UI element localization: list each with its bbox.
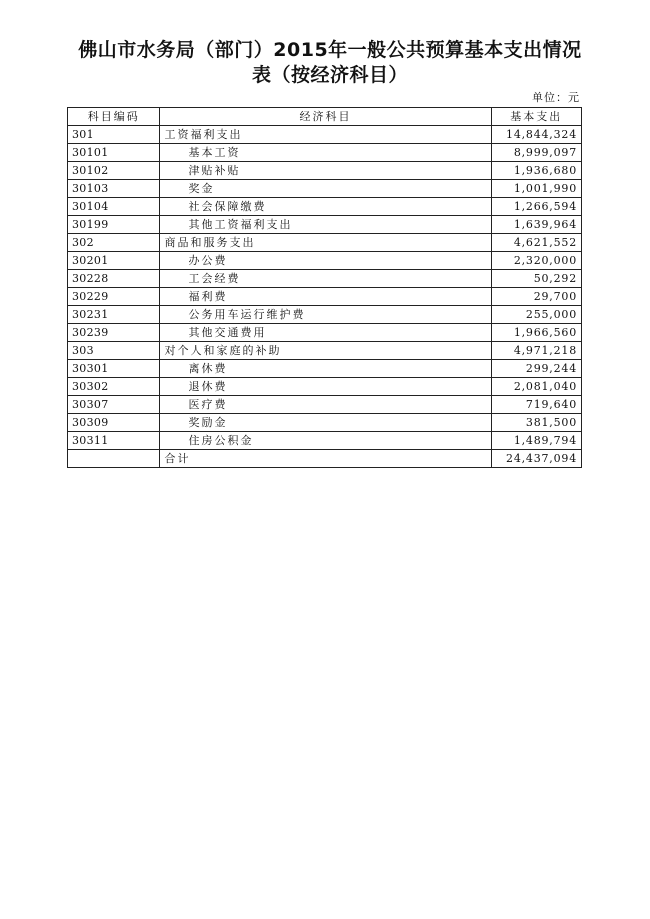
- row-name: 工资福利支出: [160, 126, 491, 144]
- row-name: 离休费: [160, 360, 491, 378]
- table-row: [68, 360, 582, 378]
- row-code: 30103: [68, 180, 160, 198]
- table-row: [68, 180, 582, 198]
- row-name: 对个人和家庭的补助: [160, 342, 491, 360]
- row-amount: 1,266,594: [491, 198, 581, 216]
- row-name: 社会保障缴费: [160, 198, 491, 216]
- page-title: [60, 38, 600, 88]
- row-code: 30309: [68, 414, 160, 432]
- row-amount: 299,244: [491, 360, 581, 378]
- row-amount: 4,971,218: [491, 342, 581, 360]
- row-amount: 1,966,560: [491, 324, 581, 342]
- row-code: 30231: [68, 306, 160, 324]
- row-name: 商品和服务支出: [160, 234, 491, 252]
- total-amount: 24,437,094: [491, 450, 581, 468]
- row-amount: 1,639,964: [491, 216, 581, 234]
- table-header: [68, 108, 582, 126]
- row-code: 30228: [68, 270, 160, 288]
- row-name: 办公费: [160, 252, 491, 270]
- row-code: 301: [68, 126, 160, 144]
- table-row: [68, 324, 582, 342]
- row-code: 30104: [68, 198, 160, 216]
- row-code: 30101: [68, 144, 160, 162]
- row-amount: 4,621,552: [491, 234, 581, 252]
- budget-table: [67, 107, 582, 468]
- row-code: 30311: [68, 432, 160, 450]
- row-amount: 381,500: [491, 414, 581, 432]
- row-amount: 719,640: [491, 396, 581, 414]
- table-row: [68, 144, 582, 162]
- table-row: [68, 378, 582, 396]
- table-row: [68, 432, 582, 450]
- row-name: 福利费: [160, 288, 491, 306]
- row-code: 30201: [68, 252, 160, 270]
- table-row: [68, 252, 582, 270]
- header-amount: 基本支出: [491, 108, 581, 126]
- row-code: 30199: [68, 216, 160, 234]
- row-amount: 14,844,324: [491, 126, 581, 144]
- table-row: [68, 396, 582, 414]
- row-name: 津贴补贴: [160, 162, 491, 180]
- row-name: 奖金: [160, 180, 491, 198]
- row-code: 30302: [68, 378, 160, 396]
- total-row: [68, 450, 582, 468]
- row-name: 工会经费: [160, 270, 491, 288]
- page-title-line-2: 表（按经济科目）: [251, 64, 408, 86]
- row-amount: 8,999,097: [491, 144, 581, 162]
- row-name: 其他交通费用: [160, 324, 491, 342]
- row-name: 奖励金: [160, 414, 491, 432]
- table-row: [68, 414, 582, 432]
- table-row: [68, 216, 582, 234]
- table-row: [68, 198, 582, 216]
- row-code: 30229: [68, 288, 160, 306]
- unit-label: 单位：元: [532, 91, 580, 104]
- row-amount: 1,001,990: [491, 180, 581, 198]
- row-code: 30239: [68, 324, 160, 342]
- row-code: 30102: [68, 162, 160, 180]
- row-name: 退休费: [160, 378, 491, 396]
- row-amount: 29,700: [491, 288, 581, 306]
- row-name: 其他工资福利支出: [160, 216, 491, 234]
- page-title-line-1: 佛山市水务局（部门）2015年一般公共预算基本支出情况: [78, 39, 582, 61]
- row-code: 30301: [68, 360, 160, 378]
- total-label: 合计: [160, 450, 491, 468]
- total-code: [68, 450, 160, 468]
- header-code: 科目编码: [68, 108, 160, 126]
- row-code: 302: [68, 234, 160, 252]
- table-row: [68, 162, 582, 180]
- row-name: 住房公积金: [160, 432, 491, 450]
- row-amount: 2,320,000: [491, 252, 581, 270]
- row-code: 303: [68, 342, 160, 360]
- table-row: [68, 270, 582, 288]
- row-amount: 1,936,680: [491, 162, 581, 180]
- row-amount: 1,489,794: [491, 432, 581, 450]
- table-body: [68, 126, 582, 468]
- row-amount: 50,292: [491, 270, 581, 288]
- header-name: 经济科目: [160, 108, 491, 126]
- row-amount: 255,000: [491, 306, 581, 324]
- row-code: 30307: [68, 396, 160, 414]
- table-row: [68, 306, 582, 324]
- row-name: 公务用车运行维护费: [160, 306, 491, 324]
- table-row: [68, 234, 582, 252]
- table-row: [68, 126, 582, 144]
- row-name: 基本工资: [160, 144, 491, 162]
- table-row: [68, 342, 582, 360]
- header-row: [68, 108, 582, 126]
- row-name: 医疗费: [160, 396, 491, 414]
- table-row: [68, 288, 582, 306]
- row-amount: 2,081,040: [491, 378, 581, 396]
